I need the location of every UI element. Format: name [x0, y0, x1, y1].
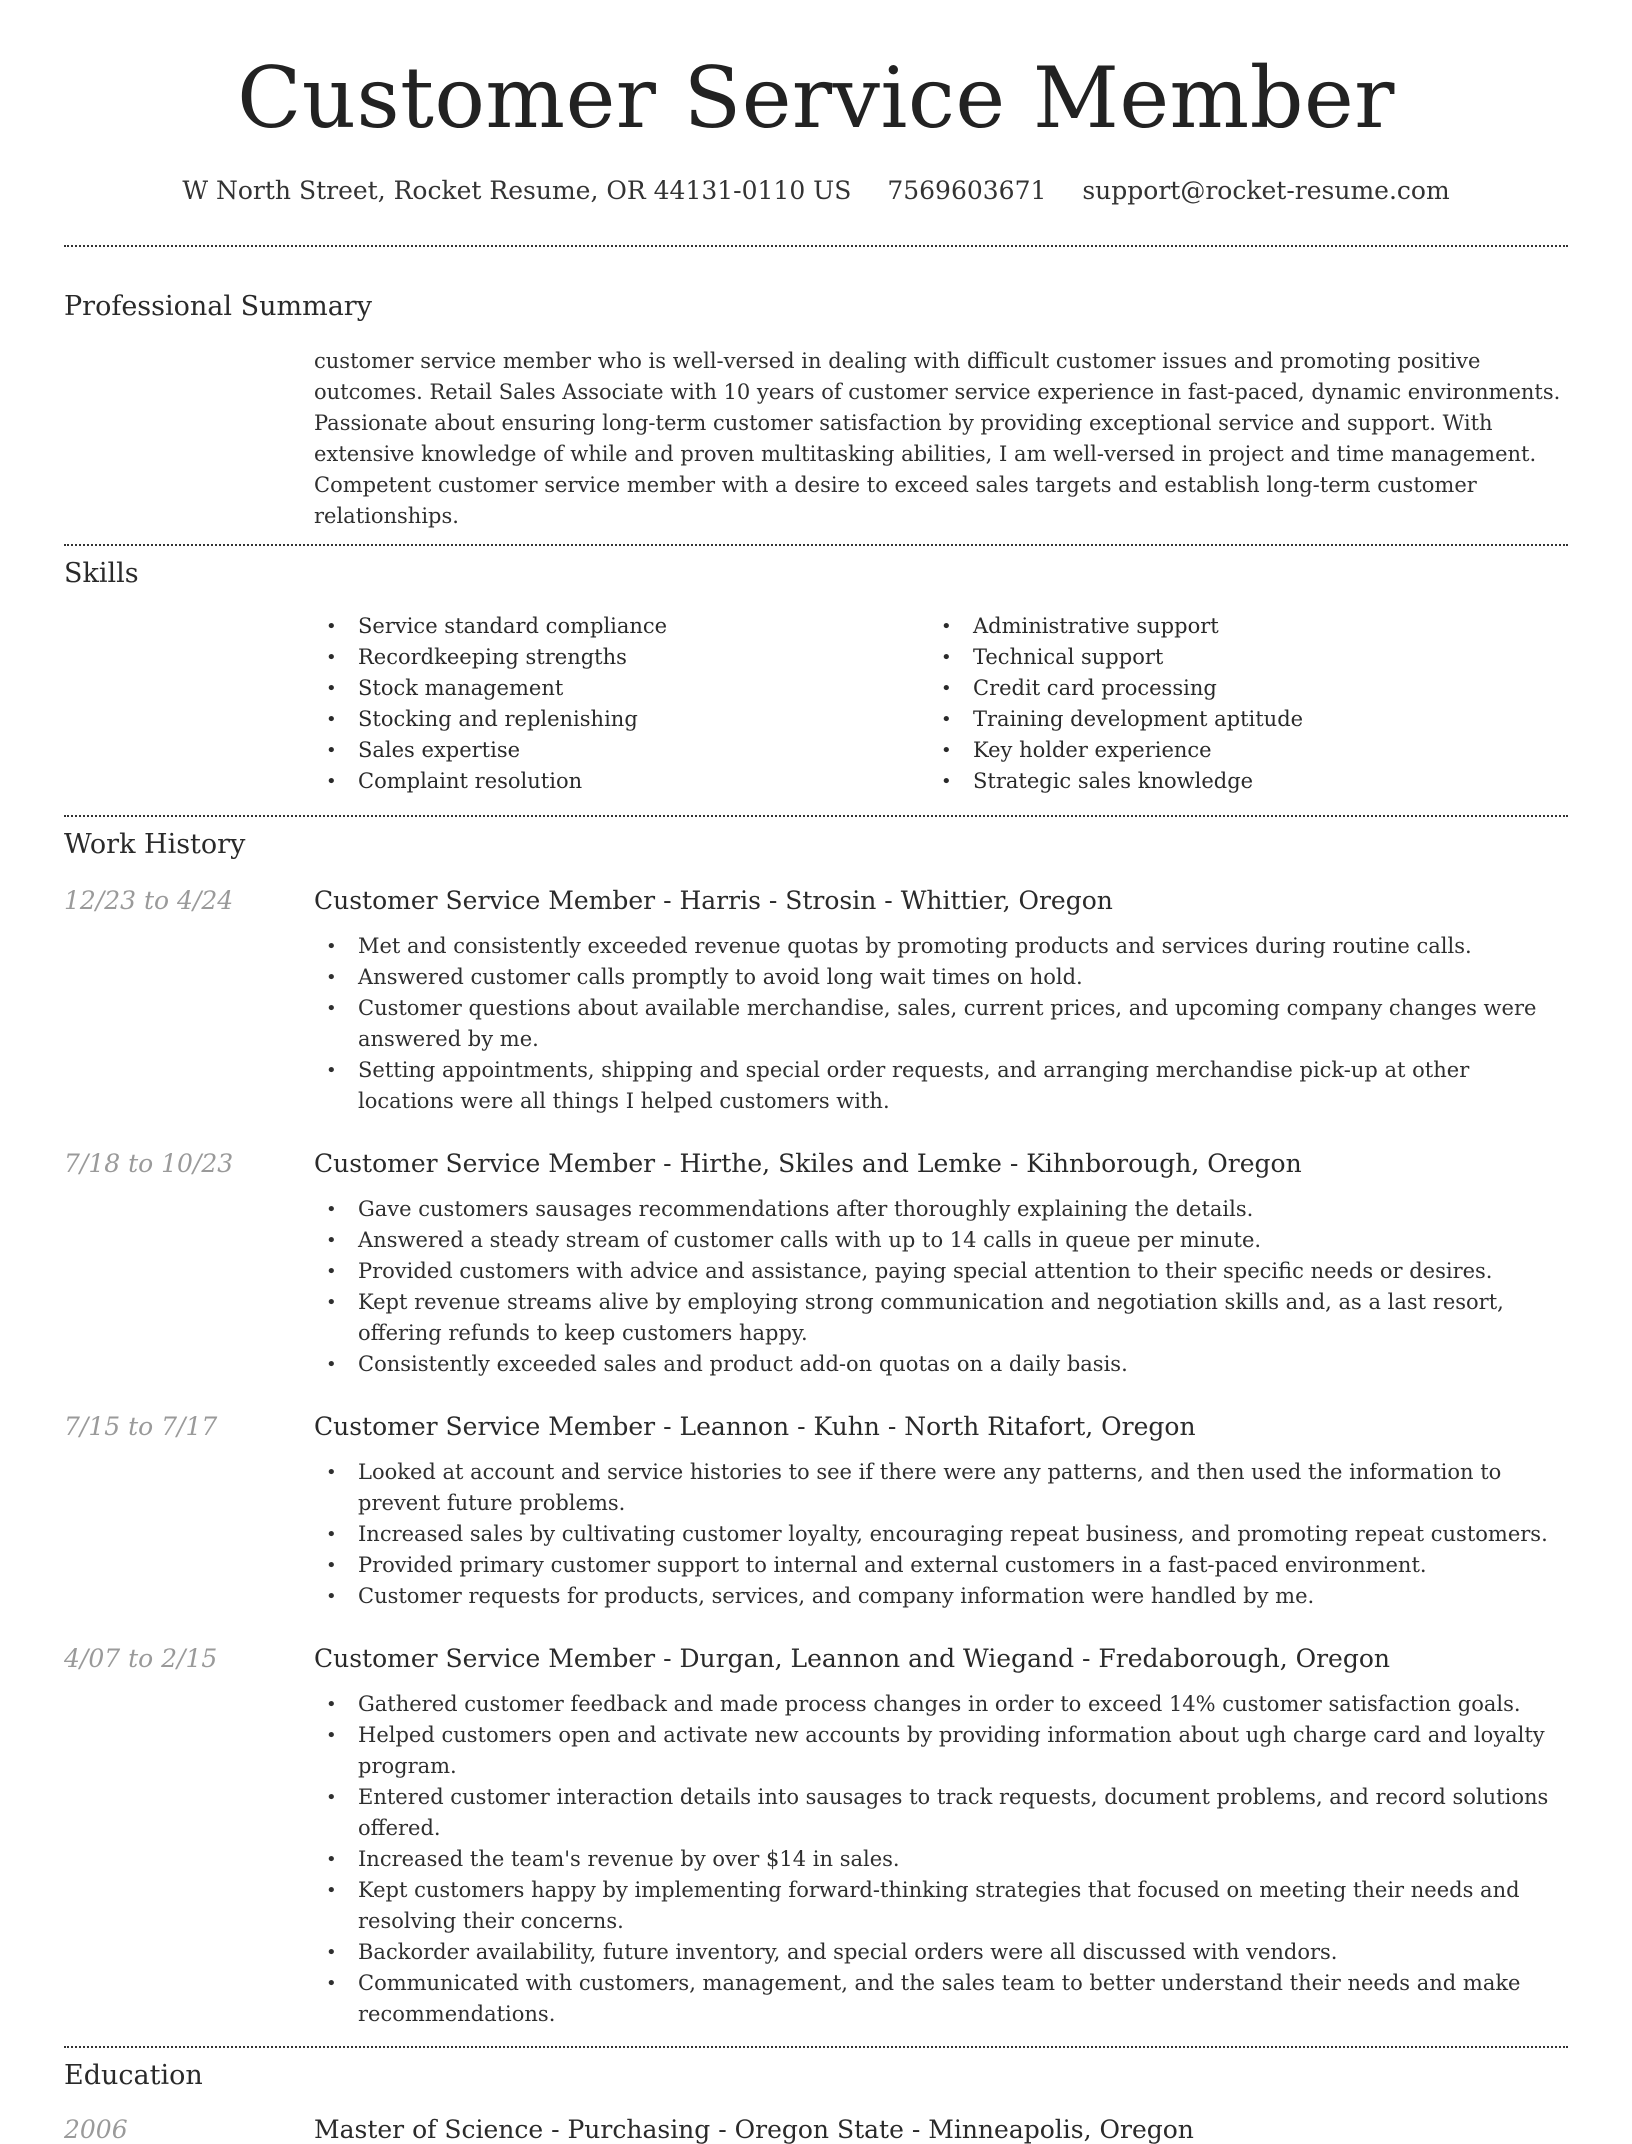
- job-bullet: • Kept revenue streams alive by employing strong communication and negotiation skills and, as a last resort, offering refunds to keep customers happy.: [314, 1287, 1568, 1349]
- job-dates: 7/18 to 10/23: [64, 1149, 234, 1179]
- skills-grid: [314, 611, 1568, 797]
- work-history-heading: Work History: [64, 829, 246, 861]
- skill-item: • Stock management: [314, 673, 929, 704]
- skill-item: • Sales expertise: [314, 735, 929, 766]
- job-bullet: • Customer questions about available merchandise, sales, current prices, and upcoming company changes were answered by me.: [314, 993, 1568, 1055]
- contact-line: [64, 176, 1568, 205]
- skills-list-right: [929, 611, 1544, 797]
- job-header: [64, 886, 1568, 915]
- job-bullet: • Backorder availability, future inventory, and special orders were all discussed with vendors.: [314, 1937, 1568, 1968]
- summary-section: [64, 291, 1568, 532]
- skill-item: • Stocking and replenishing: [314, 704, 929, 735]
- skill-item: • Service standard compliance: [314, 611, 929, 642]
- job-bullet: • Communicated with customers, management, and the sales team to better understand their needs and make recommendations.: [314, 1968, 1568, 2030]
- summary-text: customer service member who is well-versed in dealing with difficult customer issues and promoting positive outcomes. Retail Sales Associate with 10 years of customer service experience in fast-paced, dynamic environments. Passionate about ensuring long-term customer satisfaction by providing exceptional service and support. With extensive knowledge of while and proven multitasking abilities, I am well-versed in project and time management. Competent customer service member with a desire to exceed sales targets and establish long-term customer relationships.: [314, 349, 1561, 529]
- job-dates: 7/15 to 7/17: [64, 1412, 218, 1442]
- job-title: Customer Service Member - Leannon - Kuhn - North Ritafort, Oregon: [314, 1412, 1196, 1442]
- job-bullet: • Entered customer interaction details into sausages to track requests, document problems, and record solutions offered.: [314, 1782, 1568, 1844]
- job-bullet-list: [314, 931, 1568, 1117]
- skill-item: • Administrative support: [929, 611, 1544, 642]
- skill-item: • Strategic sales knowledge: [929, 766, 1544, 797]
- skill-item: • Technical support: [929, 642, 1544, 673]
- job-bullet: • Answered customer calls promptly to avoid long wait times on hold.: [314, 962, 1568, 993]
- skills-section: [64, 558, 1568, 797]
- job-bullet-list: [314, 1457, 1568, 1612]
- job-header: [64, 1644, 1568, 1673]
- candidate-name: Customer Service Member: [237, 49, 1395, 147]
- job-bullet: • Gave customers sausages recommendations after thoroughly explaining the details.: [314, 1194, 1568, 1225]
- job-entry: [64, 1644, 1568, 2030]
- job-entry: [64, 1149, 1568, 1380]
- education-year: 2006: [64, 2115, 128, 2144]
- job-bullet-list: [314, 1689, 1568, 2030]
- education-degree: Master of Science - Purchasing - Oregon State - Minneapolis, Oregon: [314, 2115, 1194, 2144]
- summary-heading: Professional Summary: [64, 291, 372, 323]
- work-history-section: [64, 829, 1568, 2030]
- skill-item: • Training development aptitude: [929, 704, 1544, 735]
- job-bullet: • Setting appointments, shipping and special order requests, and arranging merchandise pick-up at other locations were all things I helped customers with.: [314, 1055, 1568, 1117]
- job-header: [64, 1149, 1568, 1178]
- job-bullet: • Kept customers happy by implementing forward-thinking strategies that focused on meeting their needs and resolving their concerns.: [314, 1875, 1568, 1937]
- education-heading: Education: [64, 2060, 203, 2092]
- skills-list-left: [314, 611, 929, 797]
- job-bullet: • Provided customers with advice and assistance, paying special attention to their specific needs or desires.: [314, 1256, 1568, 1287]
- skill-item: • Key holder experience: [929, 735, 1544, 766]
- job-bullet: • Answered a steady stream of customer calls with up to 14 calls in queue per minute.: [314, 1225, 1568, 1256]
- job-bullet: • Helped customers open and activate new accounts by providing information about ugh charge card and loyalty program.: [314, 1720, 1568, 1782]
- education-section: [64, 2060, 1568, 2144]
- job-bullet: • Looked at account and service histories to see if there were any patterns, and then used the information to prevent future problems.: [314, 1457, 1568, 1519]
- job-title: Customer Service Member - Durgan, Leannon and Wiegand - Fredaborough, Oregon: [314, 1644, 1390, 1674]
- divider: [64, 544, 1568, 546]
- job-bullet: • Increased the team's revenue by over $14 in sales.: [314, 1844, 1568, 1875]
- job-title: Customer Service Member - Hirthe, Skiles and Lemke - Kihnborough, Oregon: [314, 1149, 1302, 1179]
- job-entry: [64, 886, 1568, 1117]
- contact-phone: 7569603671: [887, 176, 1047, 206]
- job-bullet: • Consistently exceeded sales and product add-on quotas on a daily basis.: [314, 1349, 1568, 1380]
- divider: [64, 815, 1568, 817]
- skill-item: • Credit card processing: [929, 673, 1544, 704]
- job-bullet: • Increased sales by cultivating customer loyalty, encouraging repeat business, and promoting repeat customers.: [314, 1519, 1568, 1550]
- contact-address: W North Street, Rocket Resume, OR 44131-0110 US: [182, 176, 852, 206]
- job-dates: 12/23 to 4/24: [64, 886, 234, 916]
- job-header: [64, 1412, 1568, 1441]
- contact-email: support@rocket-resume.com: [1082, 176, 1450, 206]
- skill-item: • Complaint resolution: [314, 766, 929, 797]
- job-entry: [64, 1412, 1568, 1612]
- job-bullet: • Gathered customer feedback and made process changes in order to exceed 14% customer satisfaction goals.: [314, 1689, 1568, 1720]
- job-bullet: • Provided primary customer support to internal and external customers in a fast-paced environment.: [314, 1550, 1568, 1581]
- skill-item: • Recordkeeping strengths: [314, 642, 929, 673]
- education-entry: [64, 2115, 1568, 2144]
- job-dates: 4/07 to 2/15: [64, 1644, 218, 1674]
- job-bullet-list: [314, 1194, 1568, 1380]
- job-bullet: • Customer requests for products, services, and company information were handled by me.: [314, 1581, 1568, 1612]
- divider: [64, 2046, 1568, 2048]
- divider: [64, 245, 1568, 247]
- job-title: Customer Service Member - Harris - Strosin - Whittier, Oregon: [314, 886, 1113, 916]
- job-bullet: • Met and consistently exceeded revenue quotas by promoting products and services during routine calls.: [314, 931, 1568, 962]
- skills-heading: Skills: [64, 558, 139, 590]
